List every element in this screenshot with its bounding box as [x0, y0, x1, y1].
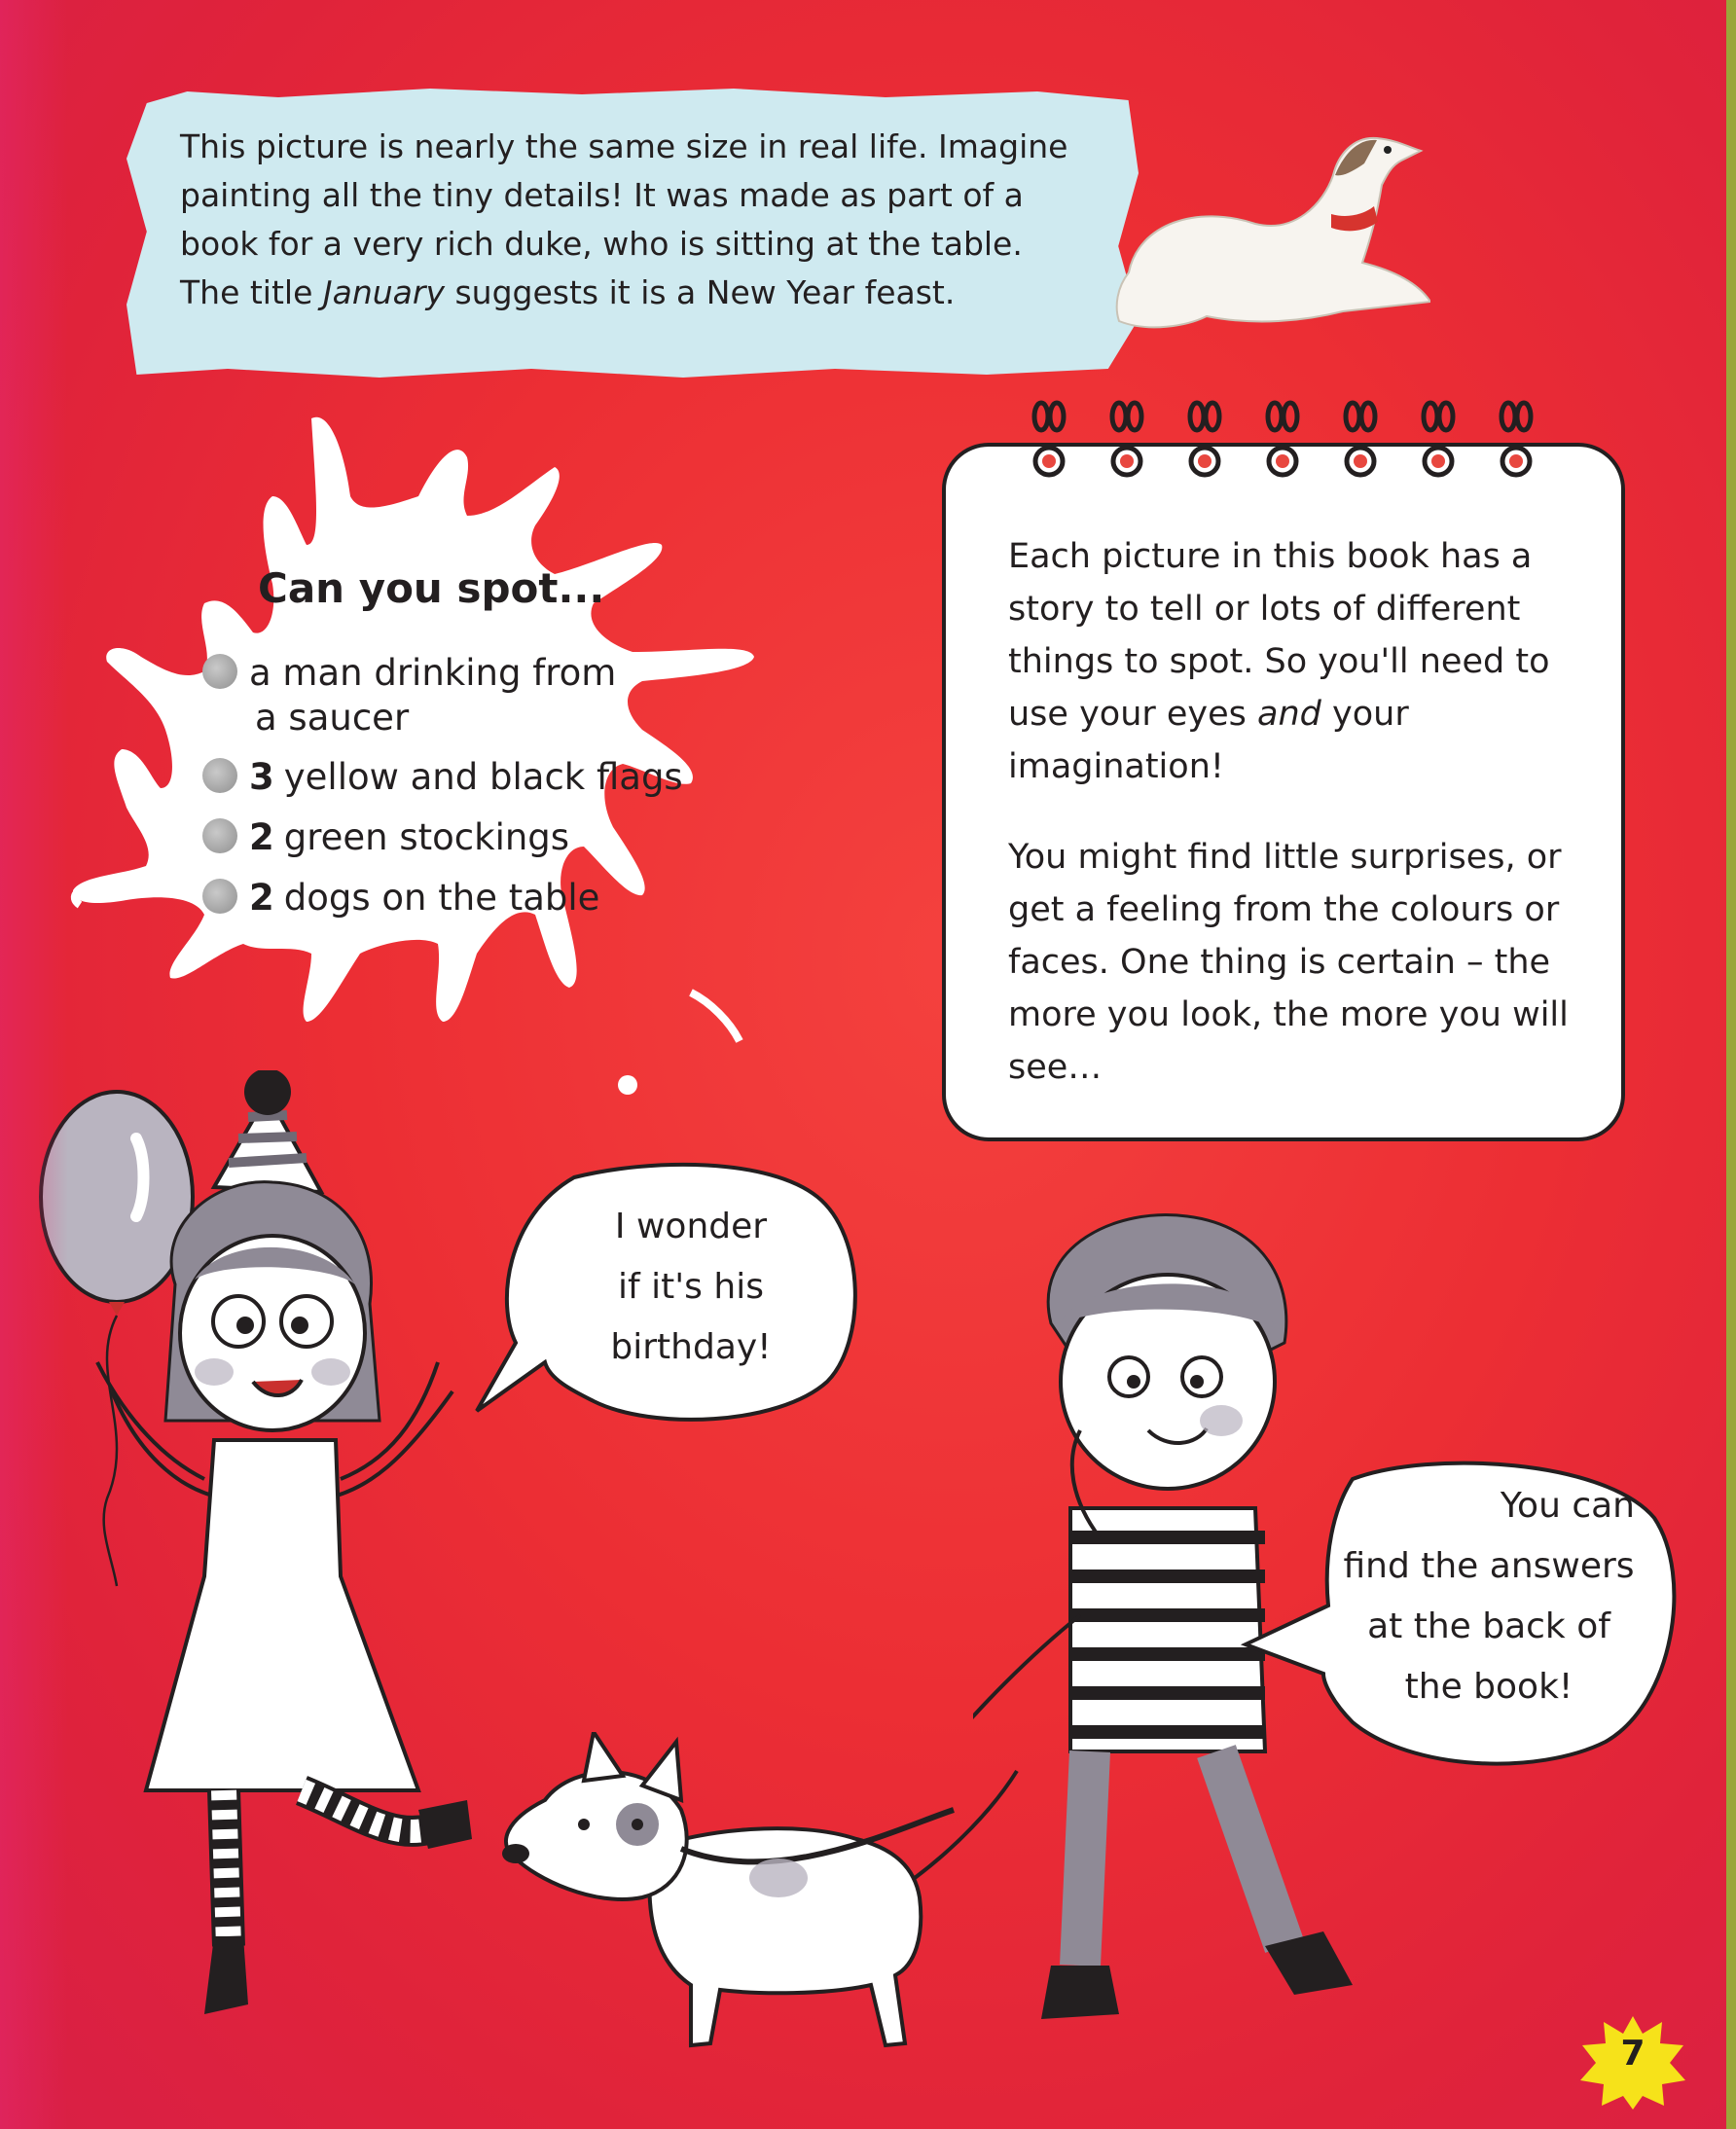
- puppy-illustration: [487, 1732, 1031, 2063]
- spot-list-item: [202, 650, 616, 697]
- spot-item-number: 3: [249, 756, 274, 798]
- spot-item-text: yellow and black flags: [283, 756, 683, 798]
- girl-bubble-line: I wonder: [614, 1207, 768, 1246]
- notepad-paragraph-2: You might find little surprises, or get a feeling from the colours or faces. One thing is certain – the more you look, the more you will see…: [1008, 838, 1569, 1087]
- spot-list-item: [202, 875, 599, 921]
- bullet-dot-icon: [202, 654, 237, 689]
- notepad-text-part: your imagination!: [1008, 695, 1409, 786]
- spot-list-item: [202, 754, 683, 801]
- bullet-dot-icon: [202, 758, 237, 793]
- spot-heading: Can you spot...: [258, 564, 605, 612]
- greyhound-illustration: [1109, 117, 1430, 350]
- intro-text-part: This picture is nearly the same size in real life. Imagine painting all the tiny details! It was made as part of a book for a very rich duke, who is sitting at the table. The title: [180, 127, 1068, 311]
- intro-title-italic: January: [322, 273, 445, 311]
- girl-bubble-line: birthday!: [610, 1327, 772, 1367]
- spot-item-number: 2: [249, 877, 274, 919]
- spot-item-text-continued: a saucer: [255, 697, 410, 739]
- spiral-binding-icon: [1012, 397, 1567, 494]
- boy-bubble-line: find the answers: [1343, 1546, 1635, 1586]
- page-number: 7: [1620, 2034, 1646, 2074]
- spot-item-text: green stockings: [283, 816, 570, 858]
- girl-bubble-line: if it's his: [618, 1267, 764, 1307]
- bullet-dot-icon: [202, 879, 237, 914]
- boy-bubble-line: You can: [1500, 1486, 1635, 1526]
- intro-text: [180, 123, 1090, 317]
- boy-bubble-line: the book!: [1404, 1667, 1573, 1707]
- notepad-paragraph-1: [1008, 530, 1592, 793]
- notepad-italic: and: [1257, 695, 1321, 734]
- spot-item-number: 2: [249, 816, 274, 858]
- intro-text-part: suggests it is a New Year feast.: [444, 273, 956, 311]
- notepad-text-part: Each picture in this book has a story to tell or lots of different things to spot. So you'll need to use your eyes: [1008, 537, 1550, 734]
- spot-list-item: [202, 814, 569, 861]
- spot-item-text: a man drinking from: [249, 652, 617, 694]
- page-edge-strip: [1726, 0, 1736, 2129]
- spot-item-text: dogs on the table: [283, 877, 600, 919]
- boy-bubble-line: at the back of: [1367, 1606, 1610, 1646]
- bullet-dot-icon: [202, 818, 237, 853]
